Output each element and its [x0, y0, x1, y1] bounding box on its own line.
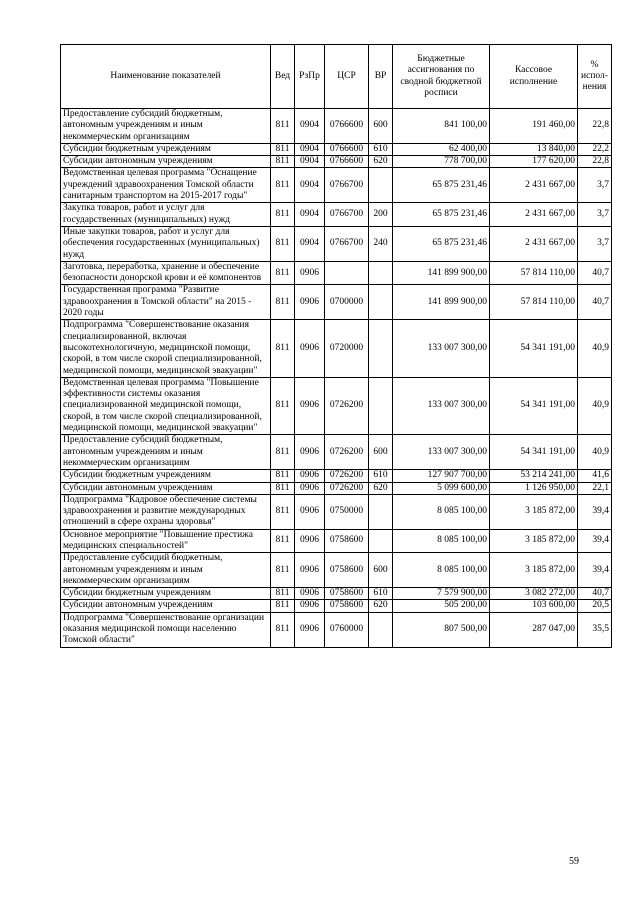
- cell-rzpr: 0904: [295, 203, 325, 227]
- cell-ved: 811: [271, 377, 295, 434]
- cell-name: Субсидии автономным учреждениям: [61, 156, 271, 168]
- cell-vr: 620: [369, 156, 393, 168]
- page-number: 59: [569, 856, 579, 867]
- cell-name: Предоставление субсидий бюджетным, автономным учреждениям и иным некоммерческим организациям: [61, 435, 271, 470]
- cell-csr: 0758600: [325, 588, 369, 600]
- cell-name: Предоставление субсидий бюджетным, автономным учреждениям и иным некоммерческим организациям: [61, 109, 271, 144]
- header-executed: Кассовое исполнение: [490, 45, 578, 109]
- cell-percent: 39,4: [578, 494, 612, 529]
- cell-rzpr: 0906: [295, 494, 325, 529]
- cell-vr: [369, 168, 393, 203]
- cell-csr: 0758600: [325, 553, 369, 588]
- cell-csr: 0760000: [325, 612, 369, 647]
- cell-ved: 811: [271, 285, 295, 320]
- cell-executed: 53 214 241,00: [490, 470, 578, 482]
- cell-rzpr: 0906: [295, 600, 325, 612]
- table-row: [61, 494, 612, 529]
- cell-planned: 8 085 100,00: [393, 553, 490, 588]
- cell-ved: 811: [271, 588, 295, 600]
- cell-percent: 22,2: [578, 143, 612, 155]
- table-row: [61, 143, 612, 155]
- cell-csr: 0766700: [325, 168, 369, 203]
- cell-csr: 0758600: [325, 600, 369, 612]
- cell-ved: 811: [271, 143, 295, 155]
- table-row: [61, 285, 612, 320]
- cell-csr: 0700000: [325, 285, 369, 320]
- cell-planned: 8 085 100,00: [393, 529, 490, 553]
- table-row: [61, 600, 612, 612]
- cell-name: Ведомственная целевая программа "Повышение эффективности системы оказания специализированной медицинской помощи, скорой, в том числе скорой специализированной, медицинской помощи, медицинской эвакуации": [61, 377, 271, 434]
- cell-percent: 40,7: [578, 261, 612, 285]
- cell-name: Закупка товаров, работ и услуг для государственных (муниципальных) нужд: [61, 203, 271, 227]
- cell-csr: 0726200: [325, 482, 369, 494]
- cell-rzpr: 0904: [295, 226, 325, 261]
- cell-executed: 13 840,00: [490, 143, 578, 155]
- cell-ved: 811: [271, 226, 295, 261]
- table-row: [61, 109, 612, 144]
- cell-planned: 5 099 600,00: [393, 482, 490, 494]
- cell-rzpr: 0906: [295, 435, 325, 470]
- cell-vr: 200: [369, 203, 393, 227]
- cell-percent: 40,7: [578, 285, 612, 320]
- cell-csr: [325, 261, 369, 285]
- header-name: Наименование показателей: [61, 45, 271, 109]
- cell-percent: 40,7: [578, 588, 612, 600]
- cell-planned: 841 100,00: [393, 109, 490, 144]
- table-row: [61, 203, 612, 227]
- cell-name: Субсидии бюджетным учреждениям: [61, 470, 271, 482]
- table-row: [61, 377, 612, 434]
- cell-executed: 57 814 110,00: [490, 285, 578, 320]
- cell-name: Субсидии автономным учреждениям: [61, 600, 271, 612]
- cell-vr: 600: [369, 435, 393, 470]
- cell-rzpr: 0906: [295, 261, 325, 285]
- cell-ved: 811: [271, 529, 295, 553]
- cell-percent: 3,7: [578, 168, 612, 203]
- cell-executed: 3 082 272,00: [490, 588, 578, 600]
- cell-name: Основное мероприятие "Повышение престижа медицинских специальностей": [61, 529, 271, 553]
- header-planned: Бюджетные ассигнования по сводной бюджетной росписи: [393, 45, 490, 109]
- cell-planned: 141 899 900,00: [393, 261, 490, 285]
- cell-vr: [369, 261, 393, 285]
- header-vr: ВР: [369, 45, 393, 109]
- cell-csr: 0766700: [325, 203, 369, 227]
- cell-executed: 54 341 191,00: [490, 320, 578, 377]
- cell-csr: 0726200: [325, 470, 369, 482]
- cell-planned: 505 200,00: [393, 600, 490, 612]
- cell-executed: 3 185 872,00: [490, 494, 578, 529]
- table-row: [61, 612, 612, 647]
- cell-csr: 0758600: [325, 529, 369, 553]
- cell-vr: 600: [369, 553, 393, 588]
- cell-vr: 610: [369, 470, 393, 482]
- cell-planned: 778 700,00: [393, 156, 490, 168]
- cell-percent: 39,4: [578, 529, 612, 553]
- cell-planned: 7 579 900,00: [393, 588, 490, 600]
- cell-percent: 39,4: [578, 553, 612, 588]
- cell-rzpr: 0904: [295, 143, 325, 155]
- cell-planned: 141 899 900,00: [393, 285, 490, 320]
- cell-executed: 2 431 667,00: [490, 203, 578, 227]
- cell-name: Субсидии бюджетным учреждениям: [61, 588, 271, 600]
- cell-executed: 191 460,00: [490, 109, 578, 144]
- cell-percent: 22,1: [578, 482, 612, 494]
- cell-executed: 3 185 872,00: [490, 529, 578, 553]
- cell-executed: 1 126 950,00: [490, 482, 578, 494]
- cell-planned: 65 875 231,46: [393, 168, 490, 203]
- cell-rzpr: 0906: [295, 377, 325, 434]
- cell-ved: 811: [271, 320, 295, 377]
- cell-csr: 0726200: [325, 377, 369, 434]
- table-row: [61, 553, 612, 588]
- cell-percent: 40,9: [578, 320, 612, 377]
- cell-csr: 0766600: [325, 109, 369, 144]
- cell-ved: 811: [271, 482, 295, 494]
- cell-name: Иные закупки товаров, работ и услуг для обеспечения государственных (муниципальных) нужд: [61, 226, 271, 261]
- cell-planned: 65 875 231,46: [393, 203, 490, 227]
- header-rzpr: РзПр: [295, 45, 325, 109]
- header-percent: % испол-нения: [578, 45, 612, 109]
- table-row: [61, 320, 612, 377]
- cell-rzpr: 0906: [295, 285, 325, 320]
- table-row: [61, 226, 612, 261]
- cell-ved: 811: [271, 612, 295, 647]
- cell-planned: 133 007 300,00: [393, 320, 490, 377]
- cell-name: Государственная программа "Развитие здравоохранения в Томской области" на 2015 - 2020 годы: [61, 285, 271, 320]
- cell-name: Субсидии бюджетным учреждениям: [61, 143, 271, 155]
- cell-name: Ведомственная целевая программа "Оснащение учреждений здравоохранения Томской области санитарным транспортом на 2015-2017 годы": [61, 168, 271, 203]
- cell-name: Субсидии автономным учреждениям: [61, 482, 271, 494]
- table-row: [61, 482, 612, 494]
- cell-percent: 3,7: [578, 226, 612, 261]
- cell-executed: 54 341 191,00: [490, 377, 578, 434]
- cell-vr: 600: [369, 109, 393, 144]
- table-row: [61, 156, 612, 168]
- cell-planned: 8 085 100,00: [393, 494, 490, 529]
- cell-rzpr: 0906: [295, 470, 325, 482]
- cell-executed: 103 600,00: [490, 600, 578, 612]
- cell-executed: 54 341 191,00: [490, 435, 578, 470]
- cell-csr: 0750000: [325, 494, 369, 529]
- cell-percent: 41,6: [578, 470, 612, 482]
- cell-name: Подпрограмма "Кадровое обеспечение системы здравоохранения и развитие международных отношений в сфере охраны здоровья": [61, 494, 271, 529]
- table-row: [61, 529, 612, 553]
- cell-ved: 811: [271, 203, 295, 227]
- table-row: [61, 470, 612, 482]
- cell-vr: [369, 612, 393, 647]
- cell-rzpr: 0904: [295, 156, 325, 168]
- table-row: [61, 588, 612, 600]
- cell-rzpr: 0906: [295, 588, 325, 600]
- table-row: [61, 168, 612, 203]
- cell-rzpr: 0904: [295, 109, 325, 144]
- cell-planned: 65 875 231,46: [393, 226, 490, 261]
- cell-vr: [369, 285, 393, 320]
- cell-ved: 811: [271, 553, 295, 588]
- cell-vr: 610: [369, 143, 393, 155]
- cell-executed: 2 431 667,00: [490, 226, 578, 261]
- cell-ved: 811: [271, 494, 295, 529]
- table-body: [61, 109, 612, 648]
- cell-executed: 177 620,00: [490, 156, 578, 168]
- cell-name: Подпрограмма "Совершенствование организации оказания медицинской помощи населению Томской области": [61, 612, 271, 647]
- cell-planned: 133 007 300,00: [393, 435, 490, 470]
- cell-vr: [369, 529, 393, 553]
- cell-planned: 127 907 700,00: [393, 470, 490, 482]
- cell-ved: 811: [271, 168, 295, 203]
- cell-vr: [369, 377, 393, 434]
- cell-vr: 620: [369, 600, 393, 612]
- cell-rzpr: 0906: [295, 482, 325, 494]
- cell-vr: [369, 320, 393, 377]
- cell-rzpr: 0906: [295, 529, 325, 553]
- cell-ved: 811: [271, 470, 295, 482]
- cell-vr: 620: [369, 482, 393, 494]
- cell-csr: 0766600: [325, 156, 369, 168]
- table-row: [61, 261, 612, 285]
- cell-rzpr: 0906: [295, 320, 325, 377]
- table-row: [61, 435, 612, 470]
- cell-executed: 2 431 667,00: [490, 168, 578, 203]
- cell-ved: 811: [271, 600, 295, 612]
- cell-rzpr: 0906: [295, 612, 325, 647]
- header-csr: ЦСР: [325, 45, 369, 109]
- cell-executed: 287 047,00: [490, 612, 578, 647]
- cell-csr: 0766700: [325, 226, 369, 261]
- cell-ved: 811: [271, 109, 295, 144]
- cell-planned: 807 500,00: [393, 612, 490, 647]
- cell-vr: [369, 494, 393, 529]
- cell-name: Подпрограмма "Совершенствование оказания специализированной, включая высокотехнологичную, медицинской помощи, скорой, в том числе скорой специализированной, медицинской помощи, медицинской эвакуации": [61, 320, 271, 377]
- cell-name: Заготовка, переработка, хранение и обеспечение безопасности донорской крови и её компонентов: [61, 261, 271, 285]
- cell-name: Предоставление субсидий бюджетным, автономным учреждениям и иным некоммерческим организациям: [61, 553, 271, 588]
- cell-ved: 811: [271, 156, 295, 168]
- cell-vr: 610: [369, 588, 393, 600]
- cell-percent: 35,5: [578, 612, 612, 647]
- cell-percent: 22,8: [578, 156, 612, 168]
- cell-executed: 57 814 110,00: [490, 261, 578, 285]
- cell-executed: 3 185 872,00: [490, 553, 578, 588]
- table-header-row: [61, 45, 612, 109]
- cell-rzpr: 0906: [295, 553, 325, 588]
- budget-table: [60, 44, 612, 648]
- cell-rzpr: 0904: [295, 168, 325, 203]
- cell-planned: 133 007 300,00: [393, 377, 490, 434]
- cell-ved: 811: [271, 435, 295, 470]
- cell-csr: 0766600: [325, 143, 369, 155]
- cell-csr: 0726200: [325, 435, 369, 470]
- cell-percent: 40,9: [578, 377, 612, 434]
- cell-planned: 62 400,00: [393, 143, 490, 155]
- cell-vr: 240: [369, 226, 393, 261]
- header-ved: Вед: [271, 45, 295, 109]
- cell-percent: 3,7: [578, 203, 612, 227]
- cell-percent: 22,8: [578, 109, 612, 144]
- cell-percent: 20,5: [578, 600, 612, 612]
- cell-percent: 40,9: [578, 435, 612, 470]
- cell-ved: 811: [271, 261, 295, 285]
- cell-csr: 0720000: [325, 320, 369, 377]
